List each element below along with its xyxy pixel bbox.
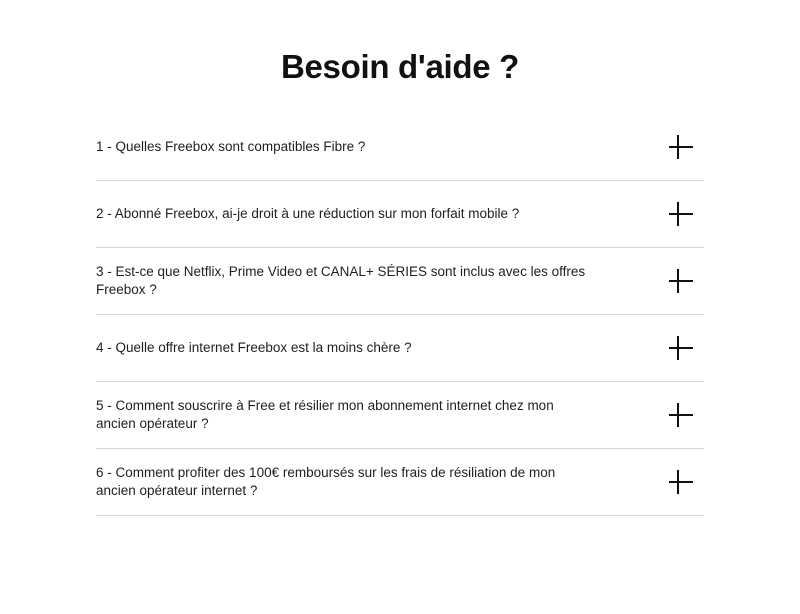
faq-accordion (96, 86, 704, 516)
faq-item[interactable] (96, 248, 704, 315)
plus-icon[interactable] (666, 333, 696, 363)
faq-item[interactable] (96, 181, 704, 248)
faq-item[interactable] (96, 382, 704, 449)
faq-item[interactable] (96, 449, 704, 516)
plus-icon[interactable] (666, 467, 696, 497)
faq-question: 2 - Abonné Freebox, ai-je droit à une réduction sur mon forfait mobile ? (96, 206, 520, 221)
faq-question: 6 - Comment profiter des 100€ remboursés sur les frais de résiliation de mon ancien opérateur internet ? (96, 465, 556, 498)
faq-question: 3 - Est-ce que Netflix, Prime Video et CANAL+ SÉRIES sont inclus avec les offres Freebox ? (96, 264, 586, 297)
faq-question: 4 - Quelle offre internet Freebox est la moins chère ? (96, 340, 412, 355)
plus-icon[interactable] (666, 132, 696, 162)
plus-icon[interactable] (666, 266, 696, 296)
page-title: Besoin d'aide ? (280, 48, 520, 85)
faq-question: 5 - Comment souscrire à Free et résilier mon abonnement internet chez mon ancien opérateur ? (96, 398, 554, 431)
plus-icon[interactable] (666, 199, 696, 229)
faq-item[interactable] (96, 315, 704, 382)
plus-icon[interactable] (666, 400, 696, 430)
faq-question: 1 - Quelles Freebox sont compatibles Fibre ? (96, 139, 366, 154)
faq-item[interactable] (96, 114, 704, 181)
